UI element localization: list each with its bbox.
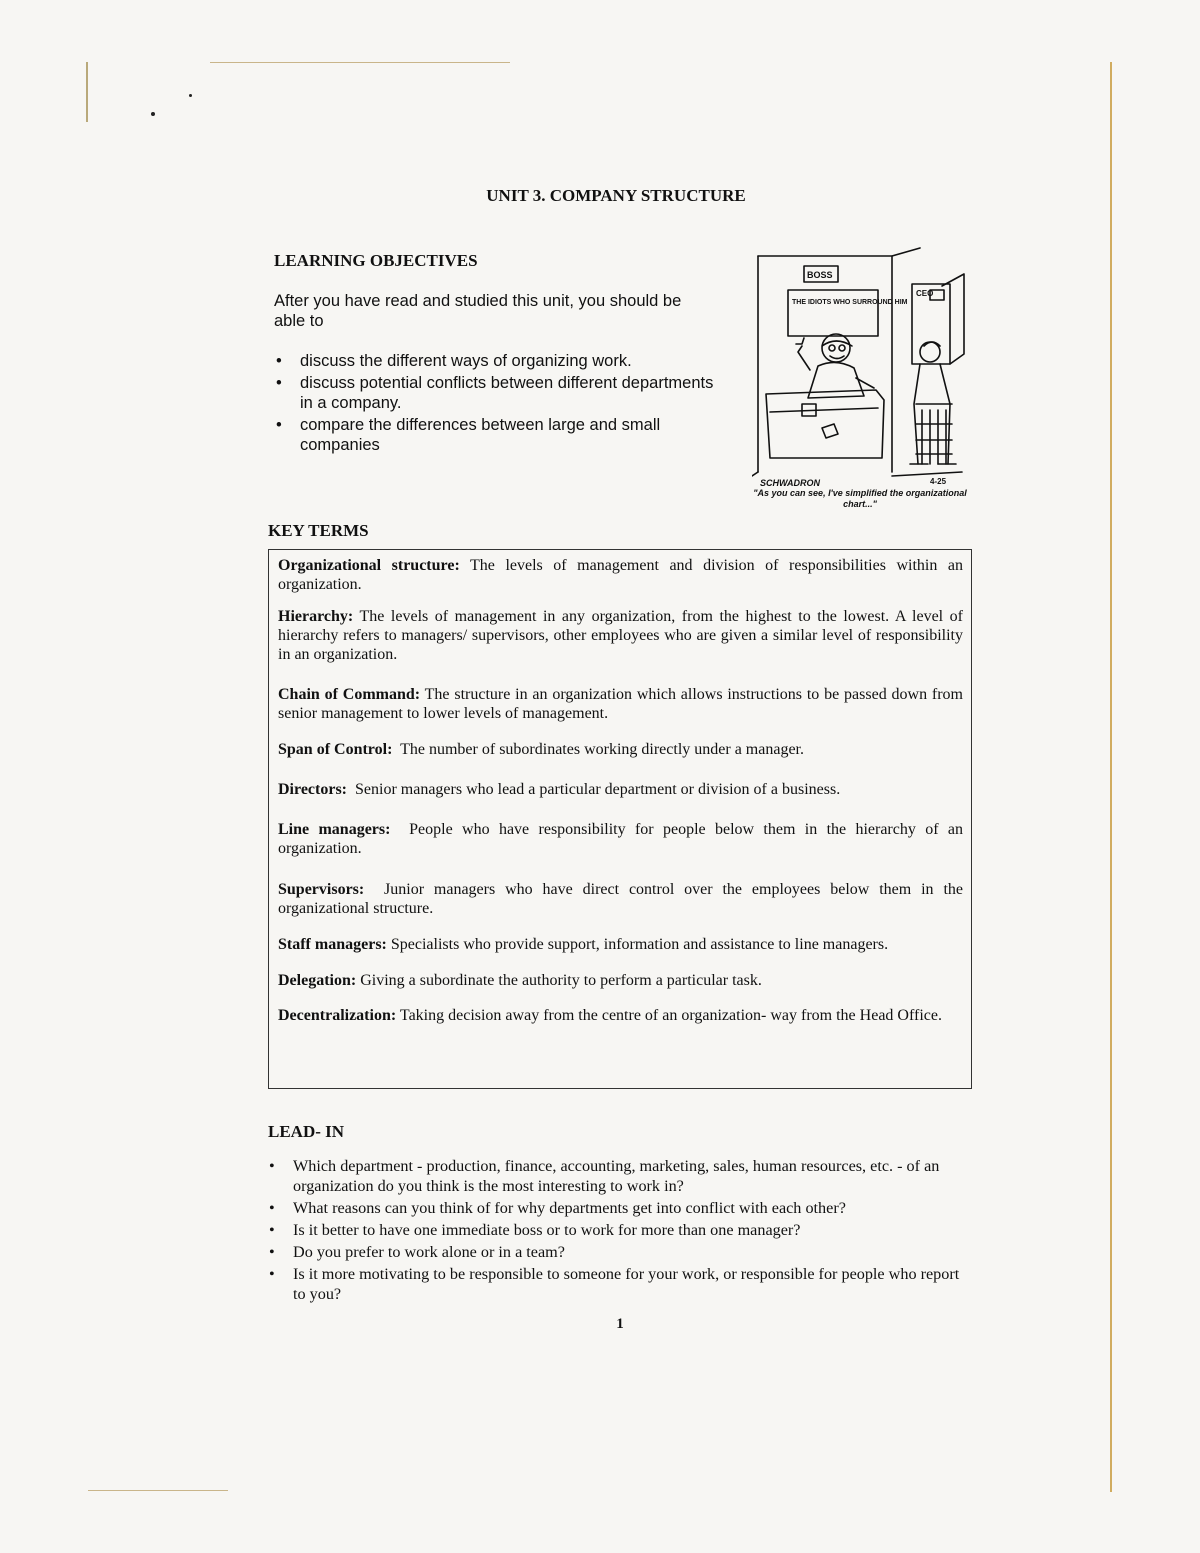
term-name: Supervisors:: [278, 881, 365, 898]
learning-objectives-list: [274, 351, 714, 457]
term-name: Hierarchy:: [278, 608, 354, 625]
key-term: [278, 685, 963, 723]
term-name: Directors:: [278, 781, 347, 798]
page-title: UNIT 3. COMPANY STRUCTURE: [486, 186, 746, 205]
cartoon-sign-chart: THE IDIOTS WHO SURROUND HIM: [792, 299, 908, 306]
key-term: [278, 740, 963, 759]
key-term: [278, 780, 963, 799]
key-terms-heading: KEY TERMS: [268, 521, 369, 540]
term-name: Organizational structure:: [278, 557, 460, 574]
term-definition: Taking decision away from the centre of an organization- way from the Head Office.: [399, 1007, 942, 1024]
lead-in-heading: LEAD- IN: [268, 1122, 345, 1141]
term-definition: People who have responsibility for people below them in the hierarchy of an organization.: [278, 821, 963, 857]
cartoon-illustration: [752, 244, 968, 488]
term-name: Staff managers:: [278, 936, 387, 953]
term-definition: The structure in an organization which allows instructions to be passed down from senior management to lower levels of management.: [278, 686, 963, 722]
term-name: Chain of Command:: [278, 686, 421, 703]
cartoon-sign-boss: BOSS: [807, 270, 833, 280]
key-term: [278, 1006, 963, 1025]
cartoon-date: 4-25: [930, 477, 947, 486]
term-definition: The levels of management in any organization, from the highest to the lowest. A level of hierarchy refers to managers/ supervisors, other employees who are given a similar level of responsibility in an organization.: [278, 608, 963, 663]
cartoon-signature: SCHWADRON: [760, 478, 820, 488]
key-term: [278, 935, 963, 954]
lead-in-list: [268, 1156, 972, 1306]
key-term: [278, 880, 963, 918]
key-term: [278, 820, 963, 858]
scan-speck: [151, 112, 155, 116]
key-term: [278, 607, 963, 664]
objective-item: • discuss potential conflicts between different departments in a company.: [274, 373, 714, 413]
key-term: [278, 971, 963, 990]
term-definition: Senior managers who lead a particular department or division of a business.: [355, 781, 841, 798]
lead-in-question: • Do you prefer to work alone or in a team?: [268, 1242, 972, 1262]
scan-edge-top: [210, 62, 510, 63]
term-definition: Specialists who provide support, information and assistance to line managers.: [390, 936, 889, 953]
term-definition: Giving a subordinate the authority to perform a particular task.: [360, 972, 762, 989]
term-name: Delegation:: [278, 972, 357, 989]
cartoon-caption: "As you can see, I've simplified the organizational chart...": [753, 488, 967, 509]
key-terms-box: [268, 549, 972, 1089]
key-term: [278, 556, 963, 594]
lead-in-question: • Which department - production, finance, accounting, marketing, sales, human resources, etc. - of an organization do you think is the most interesting to work in?: [268, 1156, 972, 1196]
term-definition: The levels of management and division of responsibilities within an organization.: [278, 557, 963, 593]
learning-objectives-intro: After you have read and studied this unit, you should be able to: [274, 292, 682, 330]
objective-item: • compare the differences between large and small companies: [274, 415, 714, 455]
scan-speck: [189, 94, 192, 97]
term-name: Span of Control:: [278, 741, 393, 758]
cartoon-sign-ceo: CEO: [916, 289, 934, 298]
term-definition: Junior managers who have direct control over the employees below them in the organizational structure.: [278, 881, 963, 917]
page-number: 1: [616, 1316, 624, 1332]
scan-edge-left: [86, 62, 88, 122]
term-name: Line managers:: [278, 821, 391, 838]
objective-item: • discuss the different ways of organizing work.: [274, 351, 714, 371]
term-name: Decentralization:: [278, 1007, 397, 1024]
learning-objectives-heading: LEARNING OBJECTIVES: [274, 251, 478, 270]
term-definition: The number of subordinates working directly under a manager.: [400, 741, 804, 758]
lead-in-question: • Is it more motivating to be responsible to someone for your work, or responsible for people who report to you?: [268, 1264, 972, 1304]
scan-edge-bottom: [88, 1490, 228, 1491]
lead-in-question: • What reasons can you think of for why departments get into conflict with each other?: [268, 1198, 972, 1218]
lead-in-question: • Is it better to have one immediate boss or to work for more than one manager?: [268, 1220, 972, 1240]
scan-edge-right: [1110, 62, 1112, 1492]
